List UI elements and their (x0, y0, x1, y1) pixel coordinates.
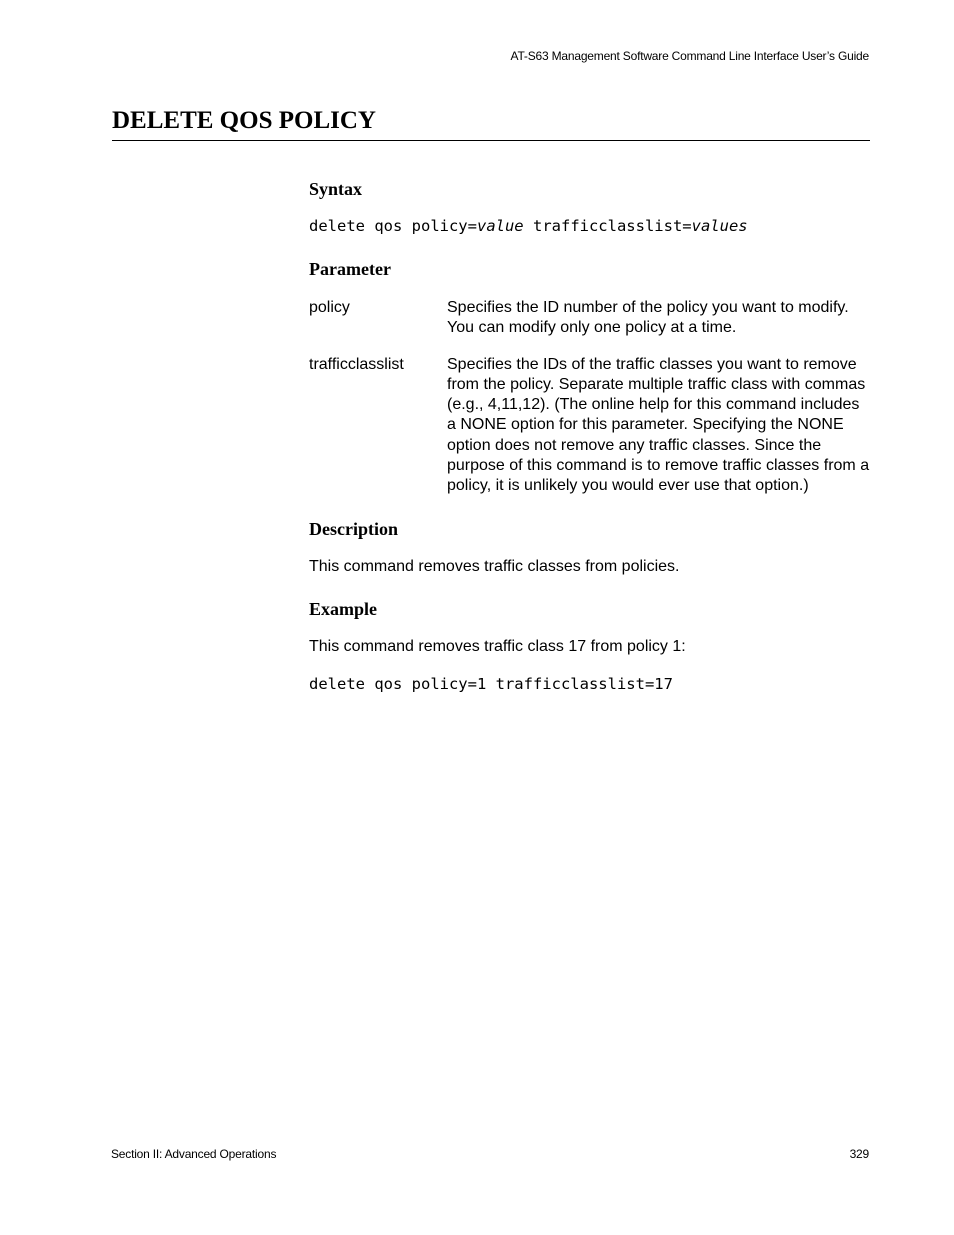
example-heading: Example (309, 598, 378, 619)
syntax-heading: Syntax (309, 179, 363, 199)
parameter-name: trafficclasslist (309, 355, 404, 373)
footer-section: Section II: Advanced Operations (111, 1147, 277, 1161)
example-code: delete qos policy=1 trafficclasslist=17 (309, 675, 673, 694)
running-footer (111, 1147, 869, 1161)
syntax-arg-values: values (691, 217, 748, 235)
page-title: DELETE QOS POLICY (112, 106, 870, 141)
page-number: 329 (849, 1147, 869, 1161)
content-column (309, 178, 871, 694)
syntax-arg-value: value (476, 217, 524, 235)
parameter-description: Specifies the ID number of the policy you want to modify. You can modify only one policy at a time. (447, 299, 849, 337)
description-text: This command removes traffic classes from policies. (309, 557, 680, 575)
parameter-row-policy (309, 298, 871, 339)
parameter-name: policy (309, 299, 350, 316)
syntax-command-text: delete qos policy= (309, 217, 477, 235)
description-heading: Description (309, 518, 398, 539)
parameter-row-trafficclasslist (309, 355, 871, 497)
syntax-command (309, 216, 871, 236)
syntax-command-mid: trafficclasslist= (523, 217, 692, 235)
running-header: AT-S63 Management Software Command Line Interface User’s Guide (510, 49, 869, 63)
example-text: This command removes traffic class 17 from policy 1: (309, 637, 686, 655)
parameter-heading: Parameter (309, 259, 391, 279)
parameter-description: Specifies the IDs of the traffic classes you want to remove from the policy. Separate multiple traffic class with commas (e.g., 4,11,12). (The online help for this command includes a NONE option for this parameter. Specifying the NONE option does not remove any traffic classes. Since the purpose of this command is to remove traffic classes from a policy, it is unlikely you would ever use that option.) (447, 355, 870, 495)
